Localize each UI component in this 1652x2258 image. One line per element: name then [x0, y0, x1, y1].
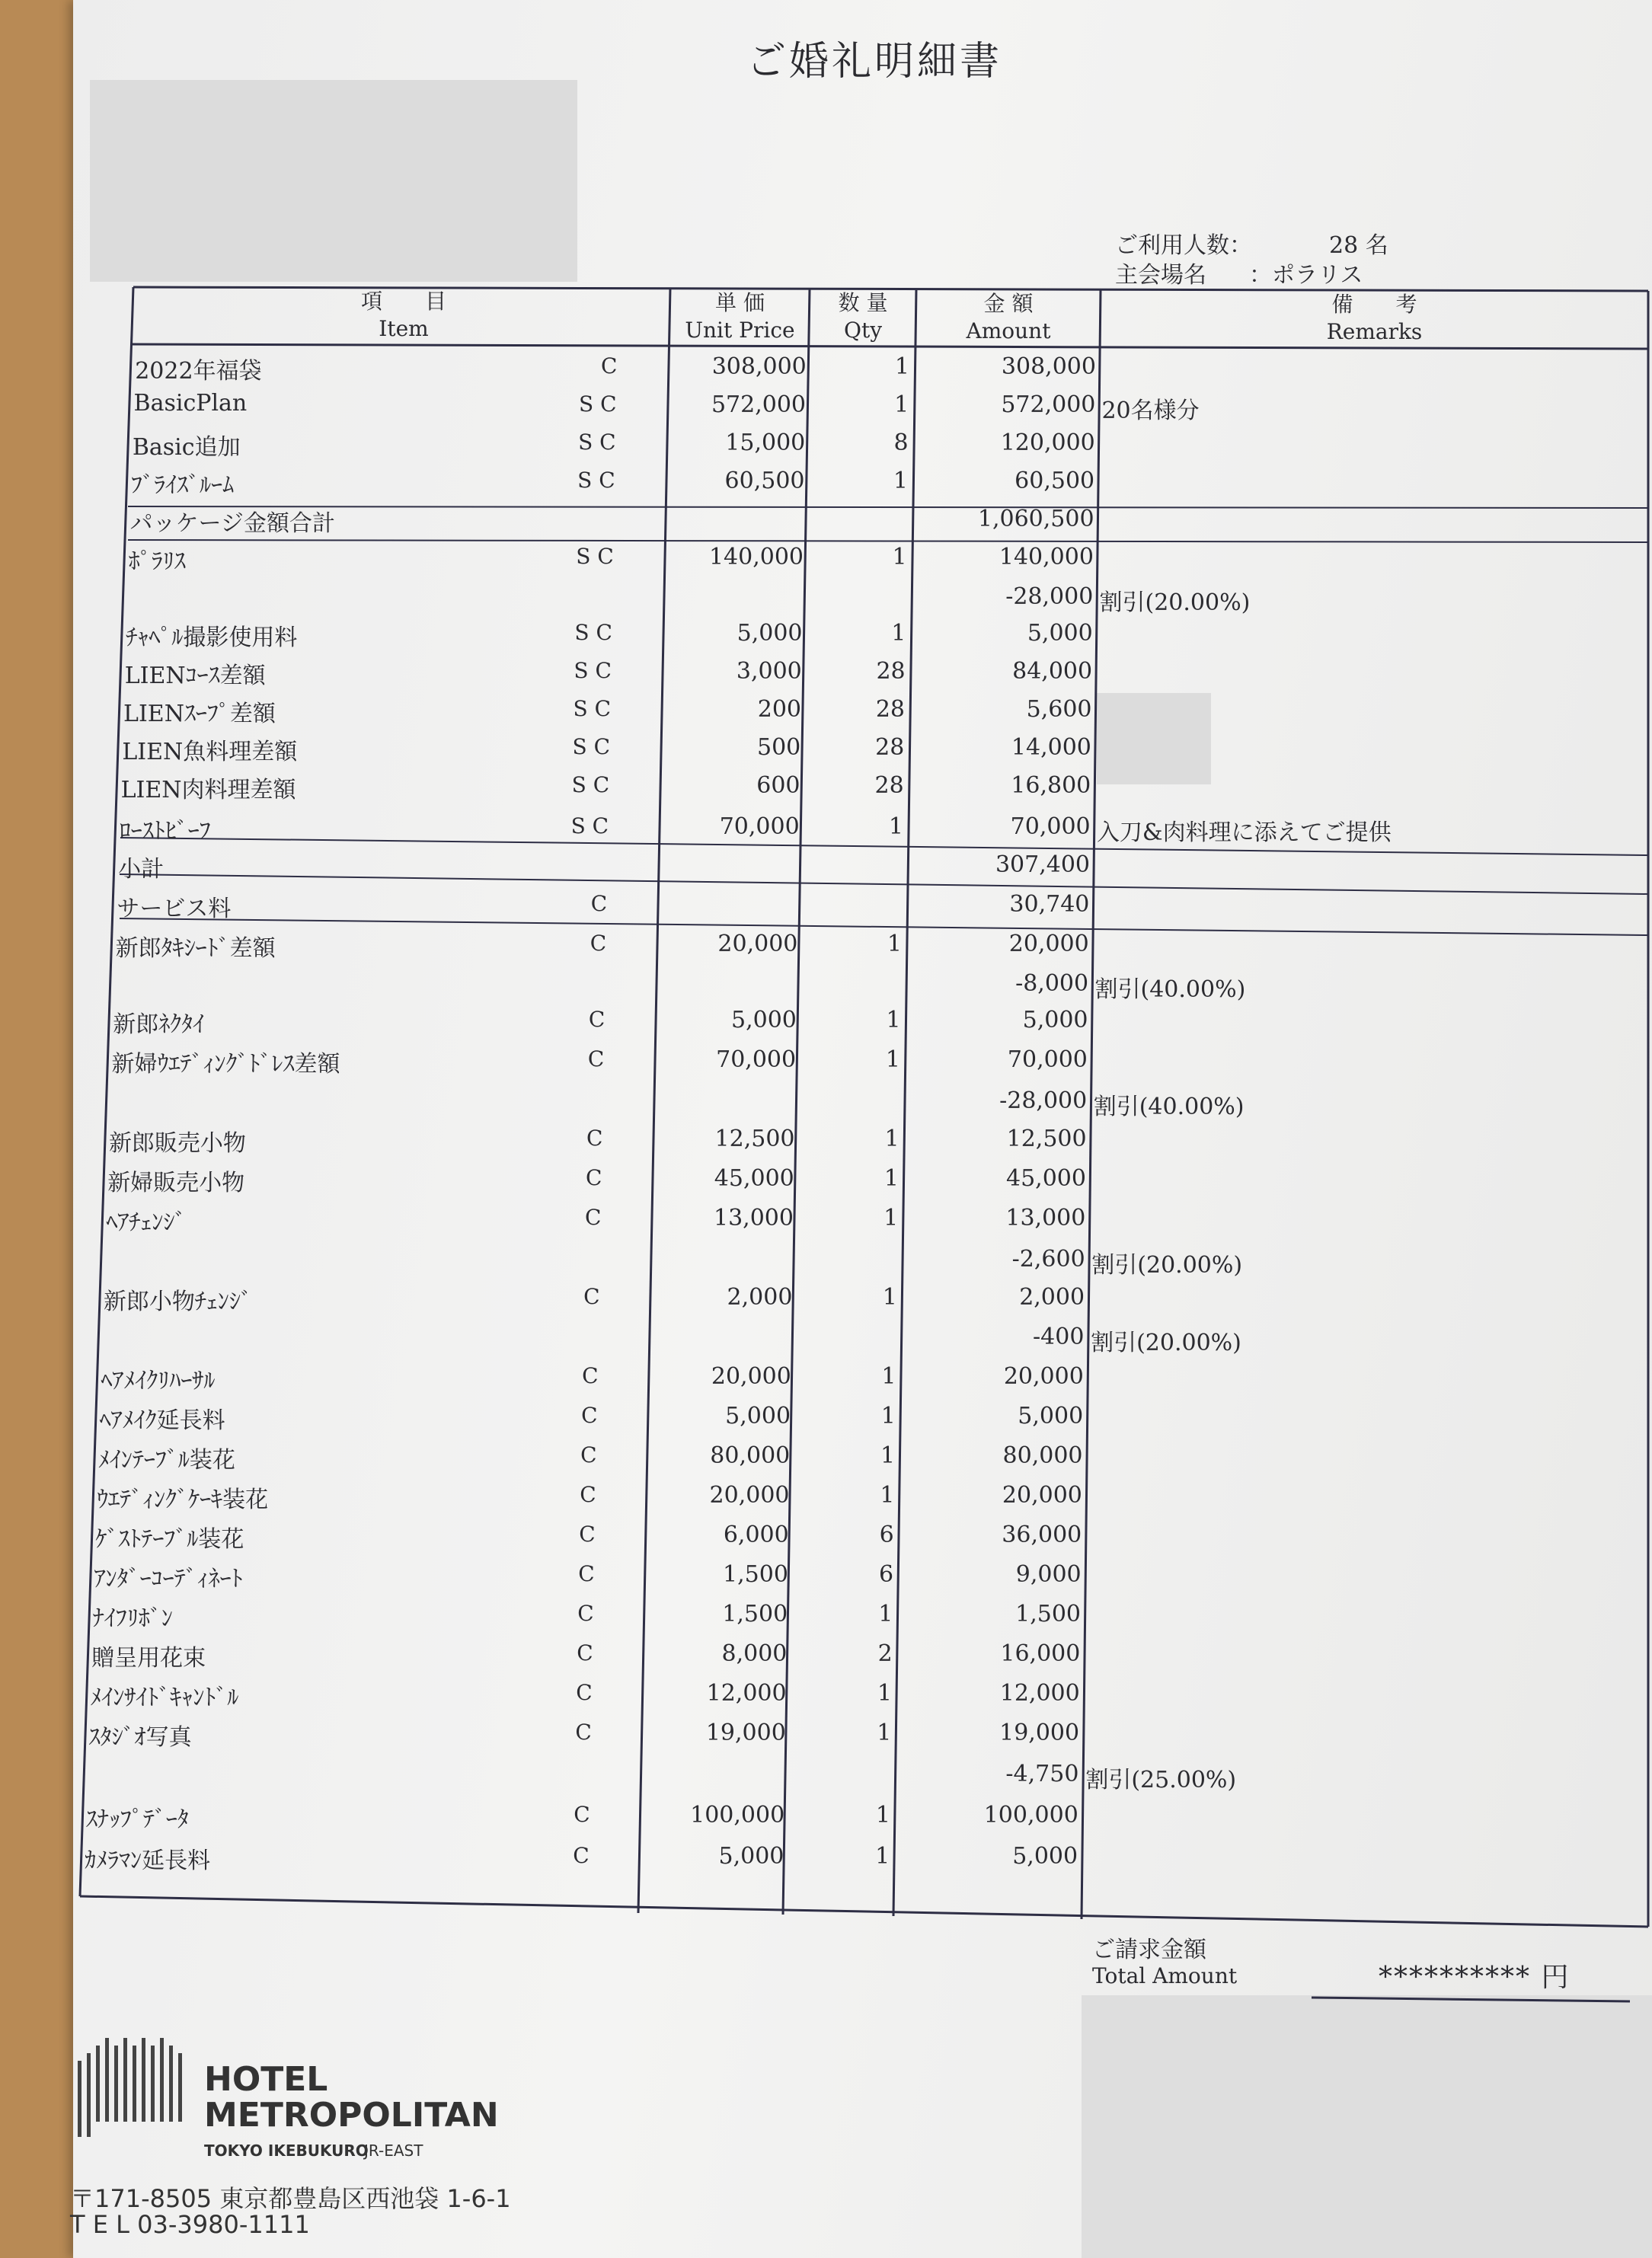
- row-item: 2022年福袋: [135, 358, 262, 385]
- row-qty: 8: [893, 430, 909, 456]
- row-amount: 5,000: [1012, 1843, 1078, 1870]
- row-unit-price: 15,000: [725, 430, 806, 456]
- row-qty: 1: [891, 620, 906, 647]
- row-amount: -2,600: [1011, 1246, 1085, 1273]
- row-qty: 28: [875, 696, 905, 723]
- row-code: S C: [570, 813, 609, 838]
- row-unit-price: 12,500: [714, 1126, 795, 1152]
- header-unit-jp: 単 価: [715, 290, 765, 315]
- row-code: C: [590, 931, 607, 956]
- row-amount: 19,000: [999, 1720, 1080, 1746]
- row-amount: 120,000: [1000, 430, 1095, 456]
- row-qty: 1: [875, 1843, 890, 1870]
- row-amount: 12,000: [999, 1680, 1080, 1707]
- row-qty: 1: [880, 1482, 895, 1509]
- row-unit-price: 500: [756, 734, 801, 761]
- row-remark: 割引(25.00%): [1085, 1767, 1237, 1793]
- row-unit-price: 572,000: [711, 391, 807, 418]
- row-item: 新婦販売小物: [107, 1170, 245, 1196]
- venue-value: ：ポラリス: [1249, 262, 1363, 289]
- row-qty: 1: [877, 1720, 892, 1746]
- row-code: C: [588, 1007, 606, 1032]
- row-amount: 308,000: [1001, 353, 1096, 380]
- row-amount: 70,000: [1007, 1046, 1088, 1073]
- brand-sub: TOKYO IKEBUKURO: [204, 2141, 369, 2160]
- row-remark: 20名様分: [1101, 398, 1200, 424]
- hotel-logo-icon: [76, 2033, 198, 2140]
- row-amount: 2,000: [1019, 1284, 1085, 1311]
- row-amount: 5,000: [1022, 1007, 1088, 1033]
- header-qty-en: Qty: [843, 318, 883, 343]
- row-amount: 84,000: [1012, 658, 1093, 685]
- row-amount: 45,000: [1006, 1165, 1086, 1192]
- row-item: 小計: [118, 856, 165, 883]
- row-qty: 1: [882, 1284, 897, 1311]
- row-unit-price: 20,000: [717, 931, 798, 957]
- row-amount: 16,800: [1011, 772, 1091, 799]
- row-amount: 307,400: [995, 851, 1091, 878]
- row-qty: 1: [880, 1403, 896, 1429]
- row-unit-price: 70,000: [719, 813, 800, 840]
- guest-count-label: ご利用人数：: [1115, 232, 1252, 259]
- row-qty: 28: [876, 658, 906, 685]
- total-label-en: Total Amount: [1092, 1963, 1238, 1988]
- row-item: LIEN肉料理差額: [120, 777, 296, 803]
- row-amount: 572,000: [1001, 391, 1096, 418]
- row-code: C: [575, 1720, 592, 1745]
- header-unit-en: Unit Price: [685, 318, 795, 343]
- brand-name-line2: METROPOLITAN: [204, 2096, 499, 2135]
- row-code: C: [580, 1442, 597, 1468]
- row-amount: 16,000: [1000, 1640, 1081, 1667]
- row-unit-price: 5,000: [725, 1403, 791, 1429]
- row-remark: 割引(20.00%): [1091, 1330, 1241, 1356]
- row-code: C: [581, 1403, 598, 1428]
- row-amount: 1,500: [1015, 1601, 1081, 1627]
- row-qty: 28: [874, 772, 904, 799]
- header-remarks-en: Remarks: [1326, 319, 1423, 344]
- row-code: S C: [571, 772, 610, 797]
- row-unit-price: 2,000: [727, 1284, 793, 1311]
- row-item: ﾍｱﾁｪﾝｼﾞ: [106, 1209, 187, 1236]
- row-amount: 5,000: [1018, 1403, 1084, 1429]
- row-amount: -400: [1033, 1324, 1085, 1350]
- row-item: ｶﾒﾗﾏﾝ延長料: [85, 1848, 211, 1874]
- row-amount: -8,000: [1015, 970, 1089, 997]
- row-amount: 14,000: [1011, 734, 1091, 761]
- row-qty: 1: [892, 544, 907, 570]
- hotel-address: 〒171-8505 東京都豊島区西池袋 1-6-1: [70, 2184, 511, 2213]
- row-qty: 1: [880, 1442, 896, 1469]
- row-code: S C: [572, 734, 611, 759]
- row-code: C: [582, 1363, 599, 1388]
- row-amount: 12,500: [1006, 1126, 1087, 1152]
- row-item: BasicPlan: [133, 390, 248, 417]
- row-amount: 9,000: [1015, 1561, 1082, 1588]
- row-item: ﾍｱﾒｲｸ延長料: [99, 1407, 225, 1434]
- row-amount: 13,000: [1005, 1205, 1086, 1231]
- row-code: C: [576, 1680, 593, 1705]
- row-amount: 140,000: [999, 544, 1094, 570]
- row-code: C: [577, 1640, 593, 1666]
- row-code: C: [573, 1843, 590, 1868]
- row-code: S C: [578, 430, 616, 455]
- row-code: C: [586, 1165, 602, 1190]
- row-code: C: [580, 1482, 596, 1507]
- header-remarks-jp: 備 考: [1331, 292, 1417, 317]
- row-remark: 割引(40.00%): [1093, 1094, 1245, 1120]
- row-unit-price: 60,500: [724, 468, 805, 494]
- row-unit-price: 20,000: [711, 1363, 791, 1390]
- row-qty: 1: [884, 1126, 899, 1152]
- row-qty: 1: [884, 1165, 899, 1192]
- row-amount: -28,000: [1005, 583, 1094, 610]
- page-title: ご婚礼明細書: [746, 39, 1003, 85]
- row-amount: 70,000: [1010, 813, 1091, 840]
- row-remark: 入刀&肉料理に添えてご提供: [1096, 819, 1392, 846]
- row-item: 新郎販売小物: [108, 1130, 246, 1157]
- row-amount: 20,000: [1003, 1363, 1084, 1390]
- row-code: C: [579, 1522, 596, 1547]
- row-item: ﾛｰｽﾄﾋﾞｰﾌ: [119, 818, 211, 845]
- row-code: C: [574, 1802, 590, 1827]
- row-qty: 1: [893, 468, 908, 494]
- row-amount: 5,000: [1027, 620, 1093, 647]
- row-amount: 80,000: [1002, 1442, 1083, 1469]
- total-amount-value: ********** 円: [1379, 1962, 1571, 1993]
- row-unit-price: 140,000: [708, 544, 804, 570]
- row-qty: 1: [878, 1601, 893, 1627]
- row-code: C: [590, 891, 608, 916]
- row-remark: 割引(20.00%): [1091, 1252, 1243, 1279]
- row-code: C: [586, 1126, 603, 1151]
- row-unit-price: 13,000: [713, 1205, 794, 1231]
- row-qty: 2: [877, 1640, 893, 1667]
- row-code: C: [587, 1046, 605, 1072]
- row-qty: 1: [877, 1680, 893, 1707]
- row-item: ｳｴﾃﾞｨﾝｸﾞｹｰｷ装花: [97, 1487, 269, 1513]
- row-amount: -4,750: [1005, 1761, 1079, 1787]
- row-remark: 割引(40.00%): [1094, 976, 1246, 1003]
- row-qty: 1: [894, 353, 909, 380]
- row-code: C: [578, 1561, 595, 1586]
- brand-sub2: JR-EAST: [364, 2141, 423, 2160]
- row-qty: 1: [881, 1363, 896, 1390]
- total-label-jp: ご請求金額: [1092, 1937, 1206, 1963]
- row-code: S C: [573, 696, 611, 721]
- row-qty: 6: [878, 1561, 894, 1588]
- row-unit-price: 19,000: [705, 1720, 786, 1746]
- row-unit-price: 5,000: [718, 1843, 784, 1870]
- row-item: ﾁｬﾍﾟﾙ撮影使用料: [126, 624, 298, 651]
- row-qty: 28: [875, 734, 905, 761]
- row-item: ｽﾅｯﾌﾟﾃﾞｰﾀ: [85, 1806, 189, 1833]
- row-item: LIENｺｰｽ差額: [124, 663, 266, 689]
- row-unit-price: 5,000: [737, 620, 803, 647]
- row-qty: 1: [885, 1046, 900, 1073]
- row-amount: 1,060,500: [977, 506, 1094, 532]
- row-item: 新郎小物ﾁｪﾝｼﾞ: [103, 1289, 252, 1315]
- row-unit-price: 8,000: [721, 1640, 788, 1667]
- venue-label: 主会場名: [1115, 262, 1206, 289]
- row-unit-price: 600: [756, 772, 800, 799]
- header-item-jp: 項 目: [360, 289, 446, 314]
- row-item: 新郎ﾀｷｼｰﾄﾞ差額: [115, 935, 276, 962]
- guest-count-value: 28 名: [1329, 232, 1388, 259]
- row-code: S C: [574, 620, 612, 645]
- row-unit-price: 45,000: [714, 1165, 794, 1192]
- header-qty-jp: 数 量: [838, 290, 888, 315]
- row-unit-price: 6,000: [723, 1522, 789, 1548]
- row-code: C: [601, 353, 618, 378]
- row-code: S C: [579, 391, 617, 417]
- row-amount: 20,000: [1002, 1482, 1082, 1509]
- row-amount: 100,000: [983, 1802, 1078, 1828]
- row-item: サービス料: [117, 896, 232, 922]
- row-qty: 1: [886, 1007, 901, 1033]
- row-item: ﾎﾟﾗﾘｽ: [128, 548, 186, 575]
- row-unit-price: 1,500: [723, 1561, 788, 1588]
- row-item: 贈呈用花束: [91, 1645, 206, 1672]
- row-item: 新婦ｳｴﾃﾞｨﾝｸﾞﾄﾞﾚｽ差額: [111, 1051, 340, 1078]
- row-amount: 5,600: [1026, 696, 1092, 723]
- row-item: Basic追加: [132, 434, 241, 461]
- row-code: S C: [576, 544, 614, 569]
- row-unit-price: 70,000: [716, 1046, 797, 1073]
- row-qty: 1: [887, 931, 902, 957]
- row-item: パッケージ金額合計: [129, 510, 335, 537]
- row-item: ﾅｲﾌﾘﾎﾞﾝ: [92, 1605, 173, 1632]
- row-unit-price: 5,000: [730, 1007, 797, 1033]
- header-amount-en: Amount: [966, 318, 1051, 343]
- row-amount: 30,740: [1009, 891, 1090, 918]
- row-unit-price: 80,000: [710, 1442, 791, 1469]
- row-unit-price: 12,000: [706, 1680, 787, 1707]
- row-code: S C: [577, 468, 615, 493]
- row-unit-price: 1,500: [722, 1601, 788, 1627]
- brand-name-line1: HOTEL: [204, 2060, 328, 2099]
- row-amount: -28,000: [999, 1087, 1088, 1114]
- row-item: ﾍｱﾒｲｸﾘﾊｰｻﾙ: [101, 1368, 216, 1394]
- row-code: C: [585, 1205, 602, 1230]
- row-qty: 6: [879, 1522, 894, 1548]
- row-item: 新郎ﾈｸﾀｲ: [113, 1011, 205, 1038]
- header-amount-jp: 金 額: [983, 291, 1034, 316]
- row-qty: 1: [888, 813, 903, 840]
- row-item: ﾒｲﾝﾃｰﾌﾞﾙ装花: [97, 1447, 235, 1474]
- row-item: LIENｽｰﾌﾟ差額: [123, 701, 276, 727]
- hotel-tel: T E L 03-3980-1111: [70, 2210, 310, 2239]
- row-qty: 1: [894, 391, 909, 418]
- row-qty: 1: [875, 1802, 890, 1828]
- row-code: C: [583, 1284, 600, 1309]
- row-remark: 割引(20.00%): [1099, 589, 1251, 616]
- row-unit-price: 100,000: [690, 1802, 785, 1828]
- row-item: ﾒｲﾝｻｲﾄﾞｷｬﾝﾄﾞﾙ: [90, 1685, 239, 1711]
- row-item: ｹﾞｽﾄﾃｰﾌﾞﾙ装花: [95, 1526, 244, 1553]
- row-unit-price: 3,000: [736, 658, 802, 685]
- row-qty: 1: [884, 1205, 899, 1231]
- row-code: S C: [574, 658, 612, 683]
- header-item-en: Item: [379, 316, 429, 341]
- row-item: LIEN魚料理差額: [122, 739, 298, 765]
- row-unit-price: 308,000: [711, 353, 807, 380]
- row-item: ﾌﾞﾗｲｽﾞﾙｰﾑ: [131, 472, 235, 499]
- row-unit-price: 20,000: [709, 1482, 790, 1509]
- row-amount: 60,500: [1015, 468, 1095, 494]
- row-item: ｽﾀｼﾞｵ写真: [88, 1724, 192, 1751]
- row-item: ｱﾝﾀﾞｰｺｰﾃﾞｨﾈｰﾄ: [94, 1566, 243, 1592]
- row-amount: 20,000: [1008, 931, 1089, 957]
- row-unit-price: 200: [757, 696, 801, 723]
- row-amount: 36,000: [1002, 1522, 1082, 1548]
- row-code: C: [577, 1601, 594, 1626]
